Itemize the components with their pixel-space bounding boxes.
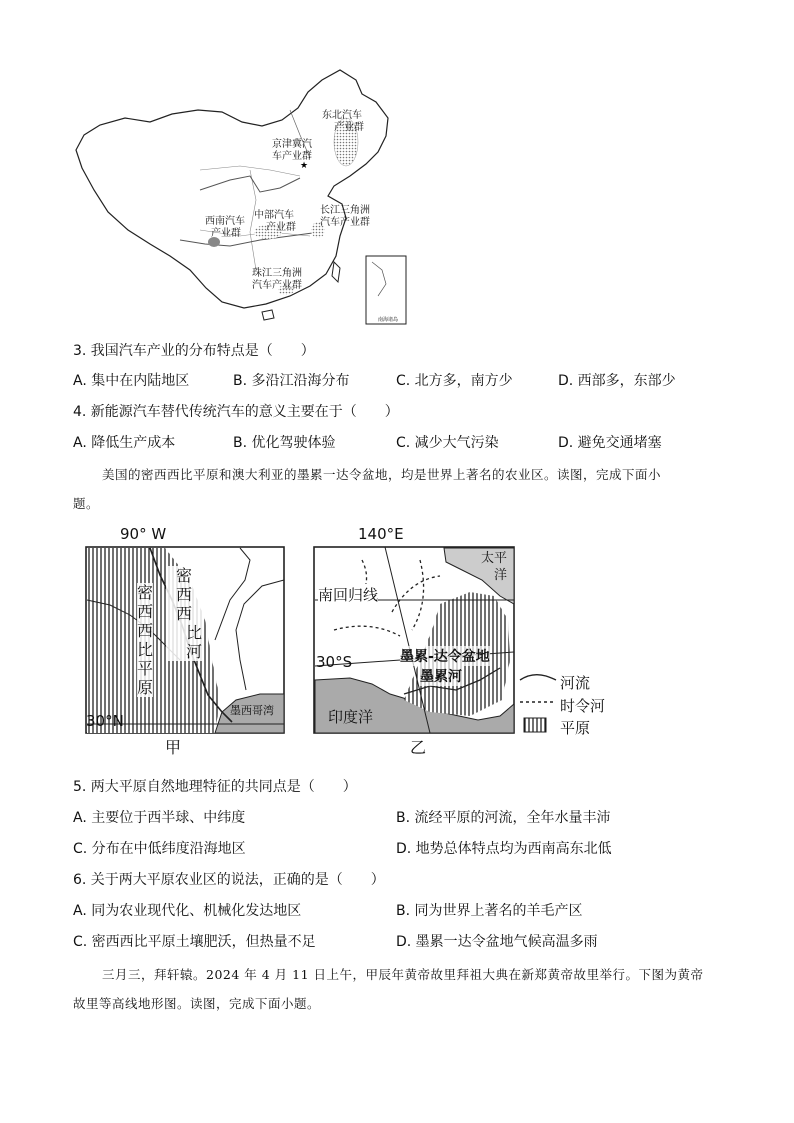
intro3-line2: 故里等高线地形图。读图，完成下面小题。 <box>73 996 321 1011</box>
yi-river-label: 墨累河 <box>420 666 462 686</box>
q5-option-a[interactable]: A. 主要位于西半球、中纬度 <box>73 810 246 826</box>
yi-tropic-label: 南回归线 <box>318 586 379 604</box>
label-southwest: 西南汽车 产业群 <box>205 216 245 239</box>
q3-option-b[interactable]: B. 多沿江沿海分布 <box>233 373 350 389</box>
q4-option-d[interactable]: D. 避免交通堵塞 <box>558 435 662 451</box>
label-central: 中部汽车 产业群 <box>254 210 296 233</box>
yi-latitude: 30°S <box>316 653 353 671</box>
label-northeast: 东北汽车 产业群 <box>322 110 364 133</box>
china-outline <box>76 70 388 308</box>
south-sea-inset <box>366 256 406 324</box>
hainan-island <box>262 310 274 320</box>
q5-option-b[interactable]: B. 流经平原的河流，全年水量丰沛 <box>396 810 611 826</box>
yi-pacific-label: 太平 洋 <box>481 551 508 583</box>
q6-option-a[interactable]: A. 同为农业现代化、机械化发达地区 <box>73 903 302 919</box>
q6-stem: 6. 关于两大平原农业区的说法，正确的是（ ） <box>73 872 385 888</box>
jia-plain-label: 密 西 西 比 平 原 <box>137 583 154 697</box>
label-yangtze: 长江三角洲 汽车产业群 <box>320 205 370 228</box>
legend-river-symbol <box>520 675 556 680</box>
yi-longitude: 140°E <box>358 525 404 543</box>
jia-gulf-label: 墨西哥湾 <box>230 704 274 717</box>
q6-option-d[interactable]: D. 墨累一达令盆地气候高温多雨 <box>396 934 598 950</box>
yi-basin-label: 墨累-达令盆地 <box>400 646 490 666</box>
yi-caption: 乙 <box>410 738 427 757</box>
q3-stem: 3. 我国汽车产业的分布特点是（ ） <box>73 343 315 359</box>
jia-latitude: 30°N <box>86 712 124 730</box>
intro2-line2: 题。 <box>73 496 100 511</box>
q3-option-c[interactable]: C. 北方多，南方少 <box>396 373 513 389</box>
china-map <box>76 70 406 324</box>
jia-longitude: 90° W <box>120 525 167 543</box>
label-pearl: 珠江三角洲 汽车产业群 <box>252 268 302 291</box>
taiwan-island <box>332 262 340 282</box>
q6-option-b[interactable]: B. 同为世界上著名的羊毛产区 <box>396 903 583 919</box>
q5-option-c[interactable]: C. 分布在中低纬度沿海地区 <box>73 841 246 857</box>
jia-caption: 甲 <box>165 738 182 757</box>
legend-river-label: 河流 <box>560 674 591 692</box>
label-inset: 南海诸岛 <box>378 317 399 323</box>
legend-plain-label: 平原 <box>560 719 591 737</box>
q3-option-d[interactable]: D. 西部多，东部少 <box>558 373 676 389</box>
q6-option-c[interactable]: C. 密西西比平原土壤肥沃，但热量不足 <box>73 934 316 950</box>
q5-stem: 5. 两大平原自然地理特征的共同点是（ ） <box>73 779 357 795</box>
intro3-line1: 三月三，拜轩辕。2024 年 4 月 11 日上午，甲辰年黄帝故里拜祖大典在新郑黄帝故里举行。下图为黄帝 <box>102 967 704 982</box>
q4-option-a[interactable]: A. 降低生产成本 <box>73 435 176 451</box>
intro2-line1: 美国的密西西比平原和澳大利亚的墨累一达令盆地，均是世界上著名的农业区。读图，完成下面小 <box>102 467 662 482</box>
legend-seasonal-label: 时令河 <box>560 697 606 715</box>
q3-option-a[interactable]: A. 集中在内陆地区 <box>73 373 190 389</box>
beijing-star: ★ <box>300 161 309 171</box>
map-legend <box>520 675 556 732</box>
q4-option-b[interactable]: B. 优化驾驶体验 <box>233 435 336 451</box>
legend-plain-symbol <box>524 718 546 732</box>
q4-stem: 4. 新能源汽车替代传统汽车的意义主要在于（ ） <box>73 404 399 420</box>
q4-option-c[interactable]: C. 减少大气污染 <box>396 435 499 451</box>
label-jingjinji: 京津冀汽 车产业群 <box>272 139 312 162</box>
q5-option-d[interactable]: D. 地势总体特点均为西南高东北低 <box>396 841 612 857</box>
jia-river-label: 密 西 西 比 河 <box>166 566 202 661</box>
yi-ocean-label: 印度洋 <box>328 708 374 726</box>
